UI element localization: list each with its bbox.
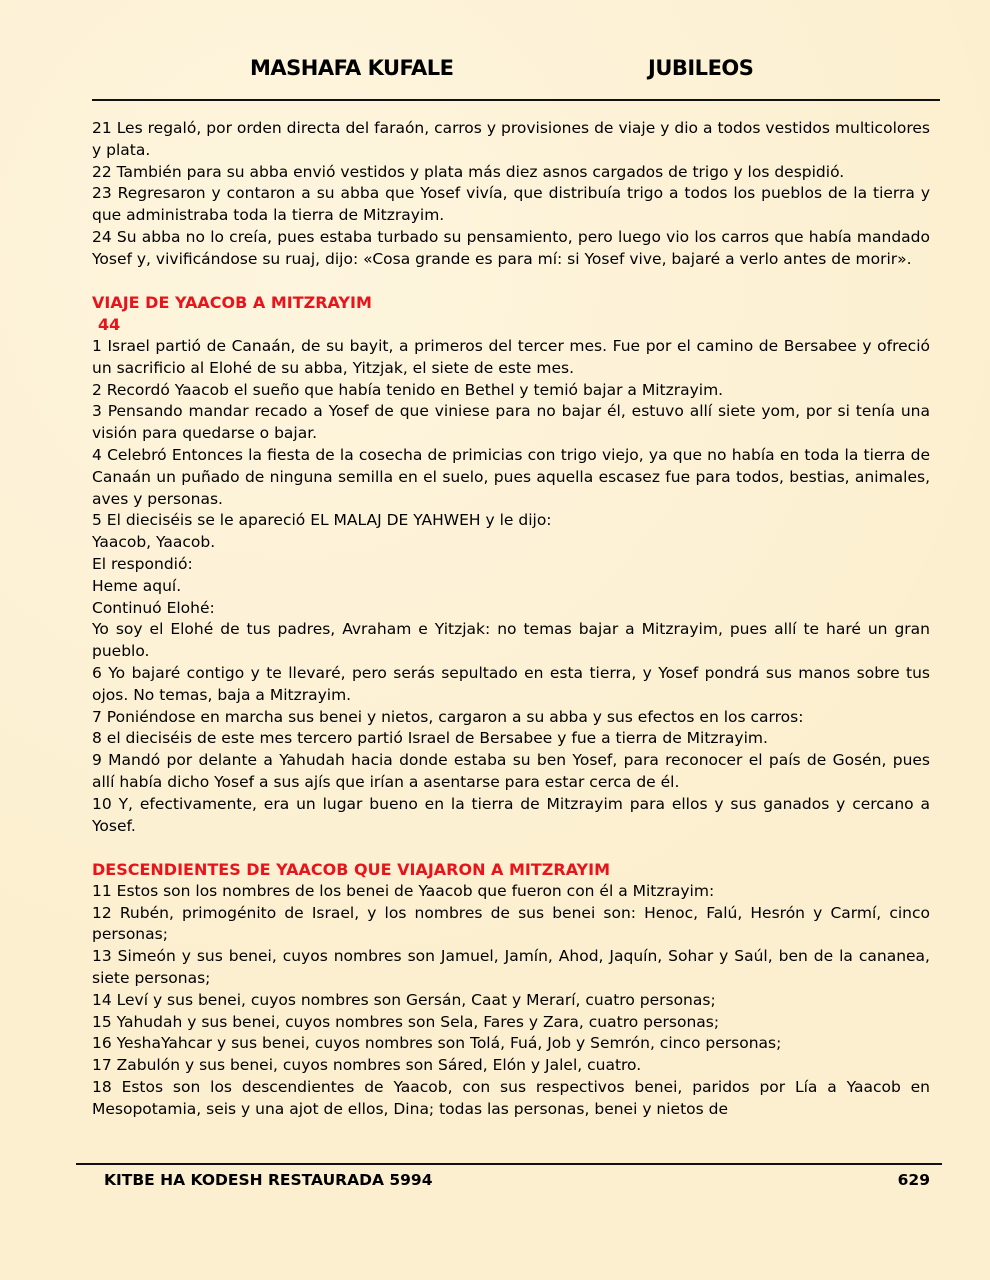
- footer-rule: [76, 1163, 942, 1165]
- verse-paragraph: 16 YeshaYahcar y sus benei, cuyos nombres son Tolá, Fuá, Job y Semrón, cinco personas;: [92, 1034, 782, 1053]
- verse-paragraph: 5 El dieciséis se le apareció EL MALAJ DE YAHWEH y le dijo:: [92, 511, 552, 530]
- verse-paragraph: 1 Israel partió de Canaán, de su bayit, a primeros del tercer mes. Fue por el camino de Bersabee y ofreció un sacrificio al Elohé de su abba, Yitzjak, el siete de este mes.: [92, 336, 930, 377]
- verse-paragraph: 17 Zabulón y sus benei, cuyos nombres son Sáred, Elón y Jalel, cuatro.: [92, 1056, 642, 1075]
- verse-paragraph: 12 Rubén, primogénito de Israel, y los nombres de sus benei son: Henoc, Falú, Hesrón y Carmí, cinco personas;: [92, 903, 930, 944]
- verse-paragraph: 24 Su abba no lo creía, pues estaba turbado su pensamiento, pero luego vio los carros que había mandado Yosef y, vivificándose su ruaj, dijo: «Cosa grande es para mí: si Yosef vive, bajaré a verlo antes de morir».: [92, 227, 930, 268]
- section-heading: DESCENDIENTES DE YAACOB QUE VIAJARON A MITZRAYIM: [92, 860, 611, 880]
- book-title: MASHAFA KUFALE: [250, 56, 454, 80]
- book-subtitle: JUBILEOS: [648, 56, 754, 80]
- verse-paragraph: Yo soy el Elohé de tus padres, Avraham e Yitzjak: no temas bajar a Mitzrayim, pues allí te haré un gran pueblo.: [92, 620, 930, 661]
- section-heading: VIAJE DE YAACOB A MITZRAYIM: [92, 293, 372, 313]
- verse-paragraph: 22 También para su abba envió vestidos y plata más diez asnos cargados de trigo y los despidió.: [92, 162, 845, 181]
- header-rule: [92, 99, 940, 101]
- verse-paragraph: El respondió:: [92, 554, 193, 573]
- verse-paragraph: 4 Celebró Entonces la fiesta de la cosecha de primicias con trigo viejo, ya que no había en toda la tierra de Canaán un puñado de ninguna semilla en el suelo, pues aquella escasez fue para todos, bestias, animales, aves y personas.: [92, 445, 930, 508]
- verse-paragraph: 3 Pensando mandar recado a Yosef de que viniese para no bajar él, estuvo allí siete yom, por si tenía una visión para quedarse o bajar.: [92, 402, 930, 443]
- verse-paragraph: 18 Estos son los descendientes de Yaacob, con sus respectivos benei, paridos por Lía a Yaacob en Mesopotamia, seis y una ajot de ellos, Dina; todas las personas, benei y nietos de: [92, 1078, 930, 1118]
- verse-paragraph: 10 Y, efectivamente, era un lugar bueno en la tierra de Mitzrayim para ellos y sus ganados y cercano a Yosef.: [92, 794, 930, 835]
- page-number: 629: [897, 1171, 930, 1189]
- verse-paragraph: 11 Estos son los nombres de los benei de Yaacob que fueron con él a Mitzrayim:: [92, 881, 715, 900]
- verse-paragraph: 9 Mandó por delante a Yahudah hacia donde estaba su ben Yosef, para reconocer el país de Gosén, pues allí había dicho Yosef a sus ajís que irían a asentarse para estar cerca de él.: [92, 751, 930, 791]
- page-header: [92, 56, 940, 90]
- verse-paragraph: 6 Yo bajaré contigo y te llevaré, pero serás sepultado en esta tierra, y Yosef pondrá sus manos sobre tus ojos. No temas, baja a Mitzrayim.: [92, 663, 930, 704]
- verse-paragraph: 8 el dieciséis de este mes tercero partió Israel de Bersabee y fue a tierra de Mitzrayim.: [92, 729, 768, 748]
- blank-line: [92, 271, 930, 293]
- verse-paragraph: 23 Regresaron y contaron a su abba que Yosef vivía, que distribuía trigo a todos los pueblos de la tierra y que administraba toda la tierra de Mitzrayim.: [92, 184, 930, 225]
- verse-paragraph: Heme aquí.: [92, 576, 182, 595]
- collection-title: KITBE HA KODESH RESTAURADA 5994: [104, 1171, 433, 1189]
- verse-paragraph: 13 Simeón y sus benei, cuyos nombres son Jamuel, Jamín, Ahod, Jaquín, Sohar y Saúl, ben de la cananea, siete personas;: [92, 947, 930, 988]
- verse-paragraph: 15 Yahudah y sus benei, cuyos nombres son Sela, Fares y Zara, cuatro personas;: [92, 1012, 720, 1031]
- page-footer: [104, 1171, 930, 1195]
- verse-paragraph: 7 Poniéndose en marcha sus benei y nietos, cargaron a su abba y sus efectos en los carros:: [92, 707, 804, 726]
- verse-paragraph: 14 Leví y sus benei, cuyos nombres son Gersán, Caat y Merarí, cuatro personas;: [92, 990, 716, 1009]
- verse-paragraph: 21 Les regaló, por orden directa del faraón, carros y provisiones de viaje y dio a todos vestidos multicolores y plata.: [92, 119, 930, 159]
- verse-paragraph: 2 Recordó Yaacob el sueño que había tenido en Bethel y temió bajar a Mitzrayim.: [92, 380, 724, 399]
- verse-paragraph: Continuó Elohé:: [92, 598, 215, 617]
- verse-paragraph: Yaacob, Yaacob.: [92, 533, 216, 552]
- blank-line: [92, 837, 930, 859]
- chapter-number: 44: [98, 315, 121, 335]
- page-body: [92, 118, 930, 1121]
